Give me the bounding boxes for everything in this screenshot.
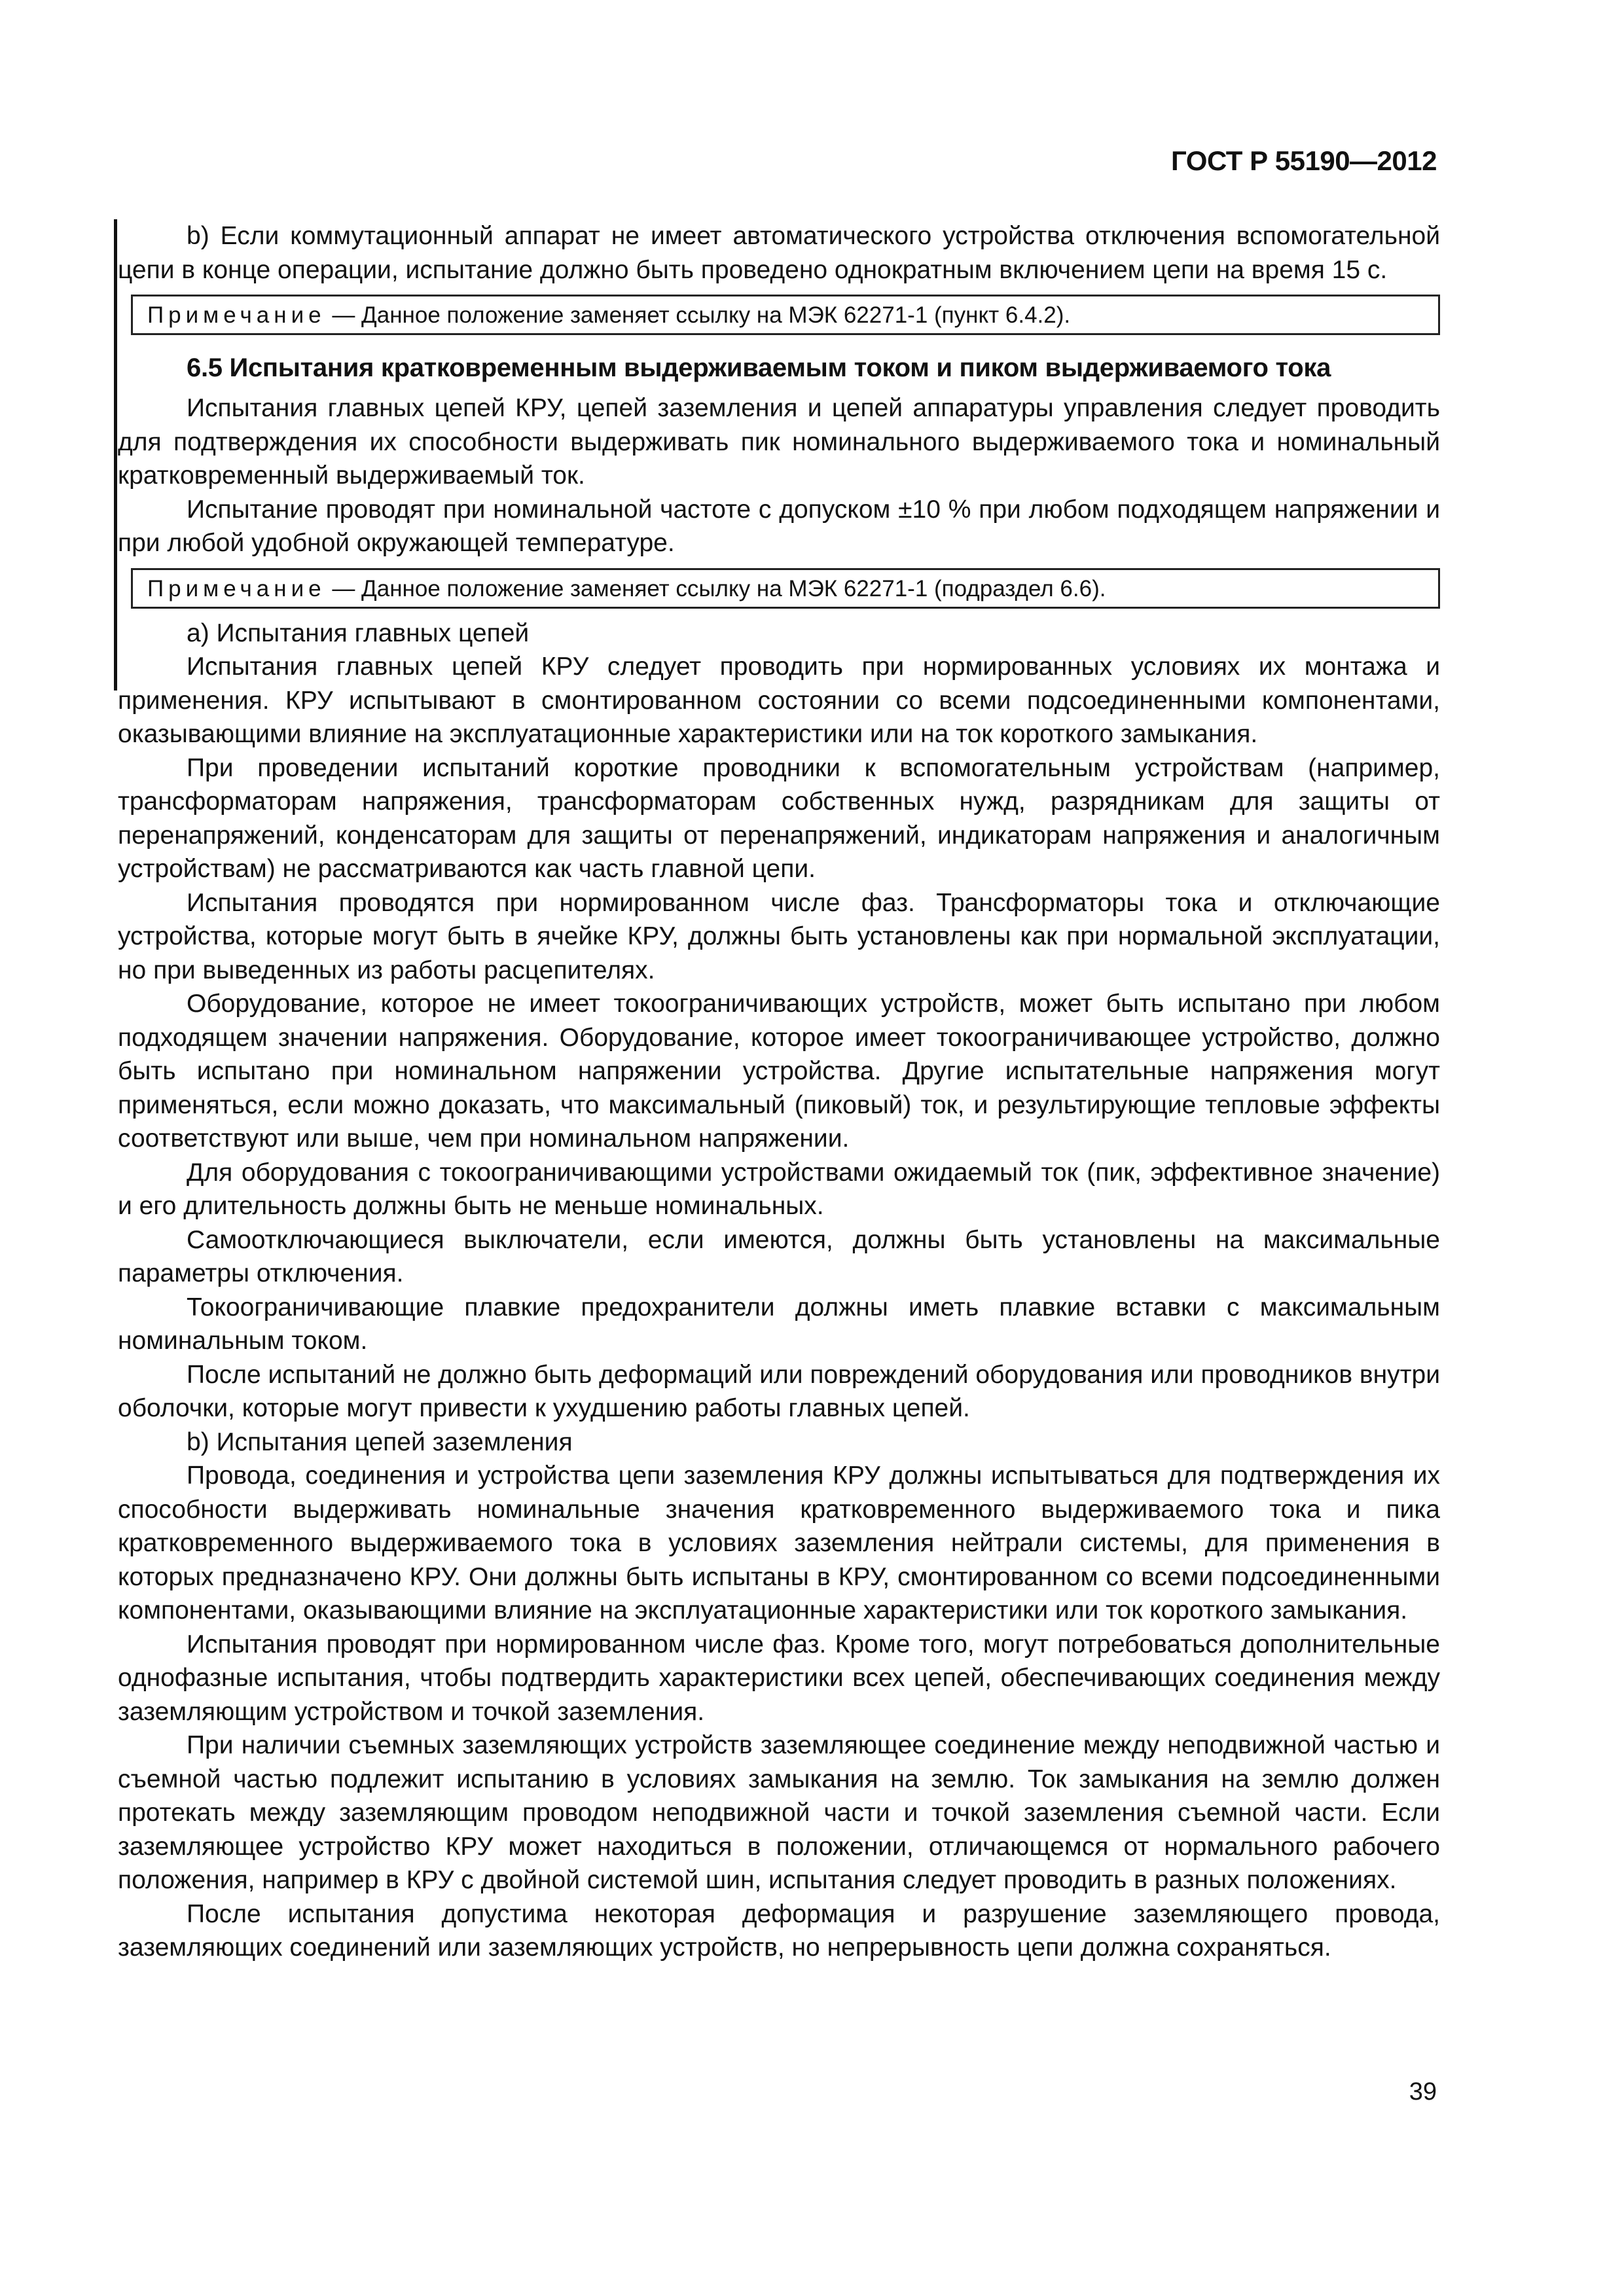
change-bar	[114, 219, 117, 691]
item-a-main-circuits: а) Испытания главных цепей	[187, 619, 530, 647]
paragraph: Для оборудования с токоограничивающими устройствами ожидаемый ток (пик, эффективное значение) и его длительность должны быть не меньше номинальных.	[118, 1158, 1440, 1220]
note-label: Примечание	[147, 575, 326, 601]
page-number: 39	[1409, 2078, 1437, 2106]
paragraph: После испытания допустима некоторая деформация и разрушение заземляющего провода, заземляющих соединений или заземляющих устройств, но непрерывность цепи должна сохраняться.	[118, 1899, 1440, 1962]
paragraph: Испытание проводят при номинальной частоте с допуском ±10 % при любом подходящем напряжении и при любой удобной окружающей температуре.	[118, 495, 1440, 557]
note-box	[131, 568, 1440, 609]
paragraph: Оборудование, которое не имеет токоограничивающих устройств, может быть испытано при любом подходящем значении напряжения. Оборудование, которое имеет токоограничивающее устройство, должно быть испытано при номинальном напряжении устройства. Другие испытательные напряжения могут применяться, если можно доказать, что максимальный (пиковый) ток, и результирующие тепловые эффекты соответствуют или выше, чем при номинальном напряжении.	[118, 990, 1440, 1153]
note-text: — Данное положение заменяет ссылку на МЭК 62271-1 (подраздел 6.6).	[325, 575, 1106, 601]
paragraph: Испытания проводятся при нормированном числе фаз. Трансформаторы тока и отключающие устройства, которые могут быть в ячейке КРУ, должны быть установлены как при нормальной эксплуатации, но при выведенных из работы расцепителях.	[118, 888, 1440, 984]
note-box	[131, 295, 1440, 335]
item-b-earthing-circuits: b) Испытания цепей заземления	[187, 1427, 573, 1456]
standard-header: ГОСТ Р 55190—2012	[1171, 145, 1437, 176]
paragraph: При проведении испытаний короткие проводники к вспомогательным устройствам (например, трансформаторам напряжения, трансформаторам собственных нужд, разрядникам для защиты от перенапряжений, конденсаторам для защиты от перенапряжений, индикаторам напряжения и аналогичным устройствам) не рассматриваются как часть главной цепи.	[118, 753, 1440, 883]
item-b-auxiliary-circuit: b) Если коммутационный аппарат не имеет автоматического устройства отключения вспомогательной цепи в конце операции, испытание должно быть проведено однократным включением цепи на время 15 с.	[118, 222, 1440, 284]
paragraph: Испытания проводят при нормированном числе фаз. Кроме того, могут потребоваться дополнительные однофазные испытания, чтобы подтвердить характеристики всех цепей, обеспечивающих соединения между заземляющим устройством и точкой заземления.	[118, 1630, 1440, 1726]
paragraph: Испытания главных цепей КРУ, цепей заземления и цепей аппаратуры управления следует проводить для подтверждения их способности выдерживать пик номинального выдерживаемого тока и номинальный кратковременный выдерживаемый ток.	[118, 394, 1440, 490]
paragraph: Испытания главных цепей КРУ следует проводить при нормированных условиях их монтажа и применения. КРУ испытывают в смонтированном состоянии со всеми подсоединенными компонентами, оказывающими влияние на эксплуатационные характеристики или на ток короткого замыкания.	[118, 653, 1440, 748]
note-text: — Данное положение заменяет ссылку на МЭК 62271-1 (пункт 6.4.2).	[325, 302, 1071, 328]
note-label: Примечание	[147, 302, 326, 328]
paragraph: Самоотключающиеся выключатели, если имеются, должны быть установлены на максимальные параметры отключения.	[118, 1225, 1440, 1287]
paragraph: Токоограничивающие плавкие предохранители должны иметь плавкие вставки с максимальным номинальным током.	[118, 1293, 1440, 1355]
paragraph: Провода, соединения и устройства цепи заземления КРУ должны испытываться для подтверждения их способности выдерживать номинальные значения кратковременного выдерживаемого тока и пика кратковременного выдерживаемого тока в условиях заземления нейтрали системы, для применения в которых предназначено КРУ. Они должны быть испытаны в КРУ, смонтированном со всеми подсоединенными компонентами, оказывающими влияние на эксплуатационные характеристики или ток короткого замыкания.	[118, 1462, 1440, 1624]
section-heading: 6.5 Испытания кратковременным выдерживаемым током и пиком выдерживаемого тока	[187, 353, 1331, 382]
page-body	[118, 219, 1440, 1965]
paragraph: При наличии съемных заземляющих устройств заземляющее соединение между неподвижной частью и съемной частью подлежит испытанию в условиях замыкания на землю. Ток замыкания на землю должен протекать между заземляющим проводом неподвижной части и точкой заземления съемной части. Если заземляющее устройство КРУ может находиться в положении, отличающемся от нормального рабочего положения, например в КРУ с двойной системой шин, испытания следует проводить в разных положениях.	[118, 1731, 1440, 1894]
paragraph: После испытаний не должно быть деформаций или повреждений оборудования или проводников внутри оболочки, которые могут привести к ухудшению работы главных цепей.	[118, 1360, 1440, 1422]
